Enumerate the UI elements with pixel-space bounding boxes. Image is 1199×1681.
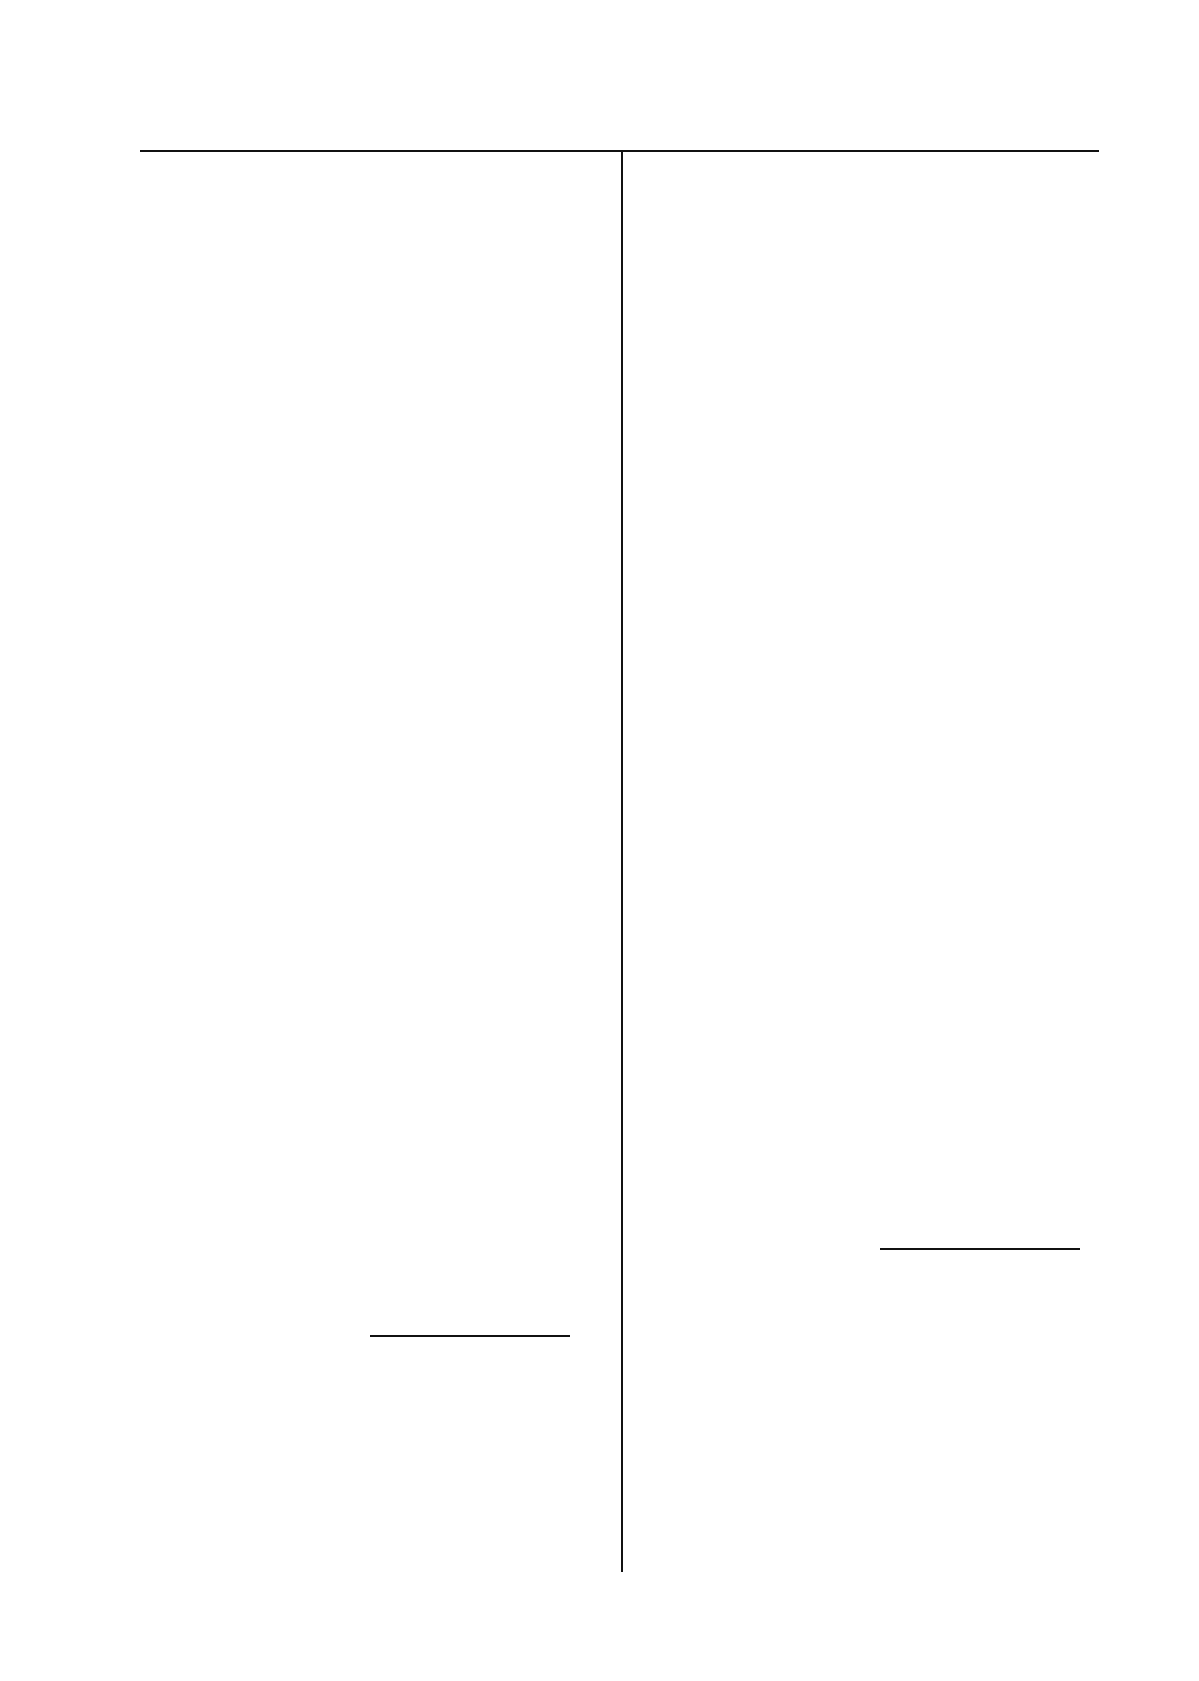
footnotes-left bbox=[140, 1350, 580, 1520]
footnote-rule-right bbox=[880, 1248, 1080, 1250]
footnotes-right bbox=[660, 1262, 1100, 1462]
right-column bbox=[660, 178, 1090, 1218]
footnote-rule-left bbox=[370, 1335, 570, 1337]
running-header bbox=[140, 88, 1099, 138]
header-rule bbox=[140, 150, 1099, 152]
column-divider bbox=[621, 152, 623, 1572]
left-column bbox=[140, 178, 570, 1218]
